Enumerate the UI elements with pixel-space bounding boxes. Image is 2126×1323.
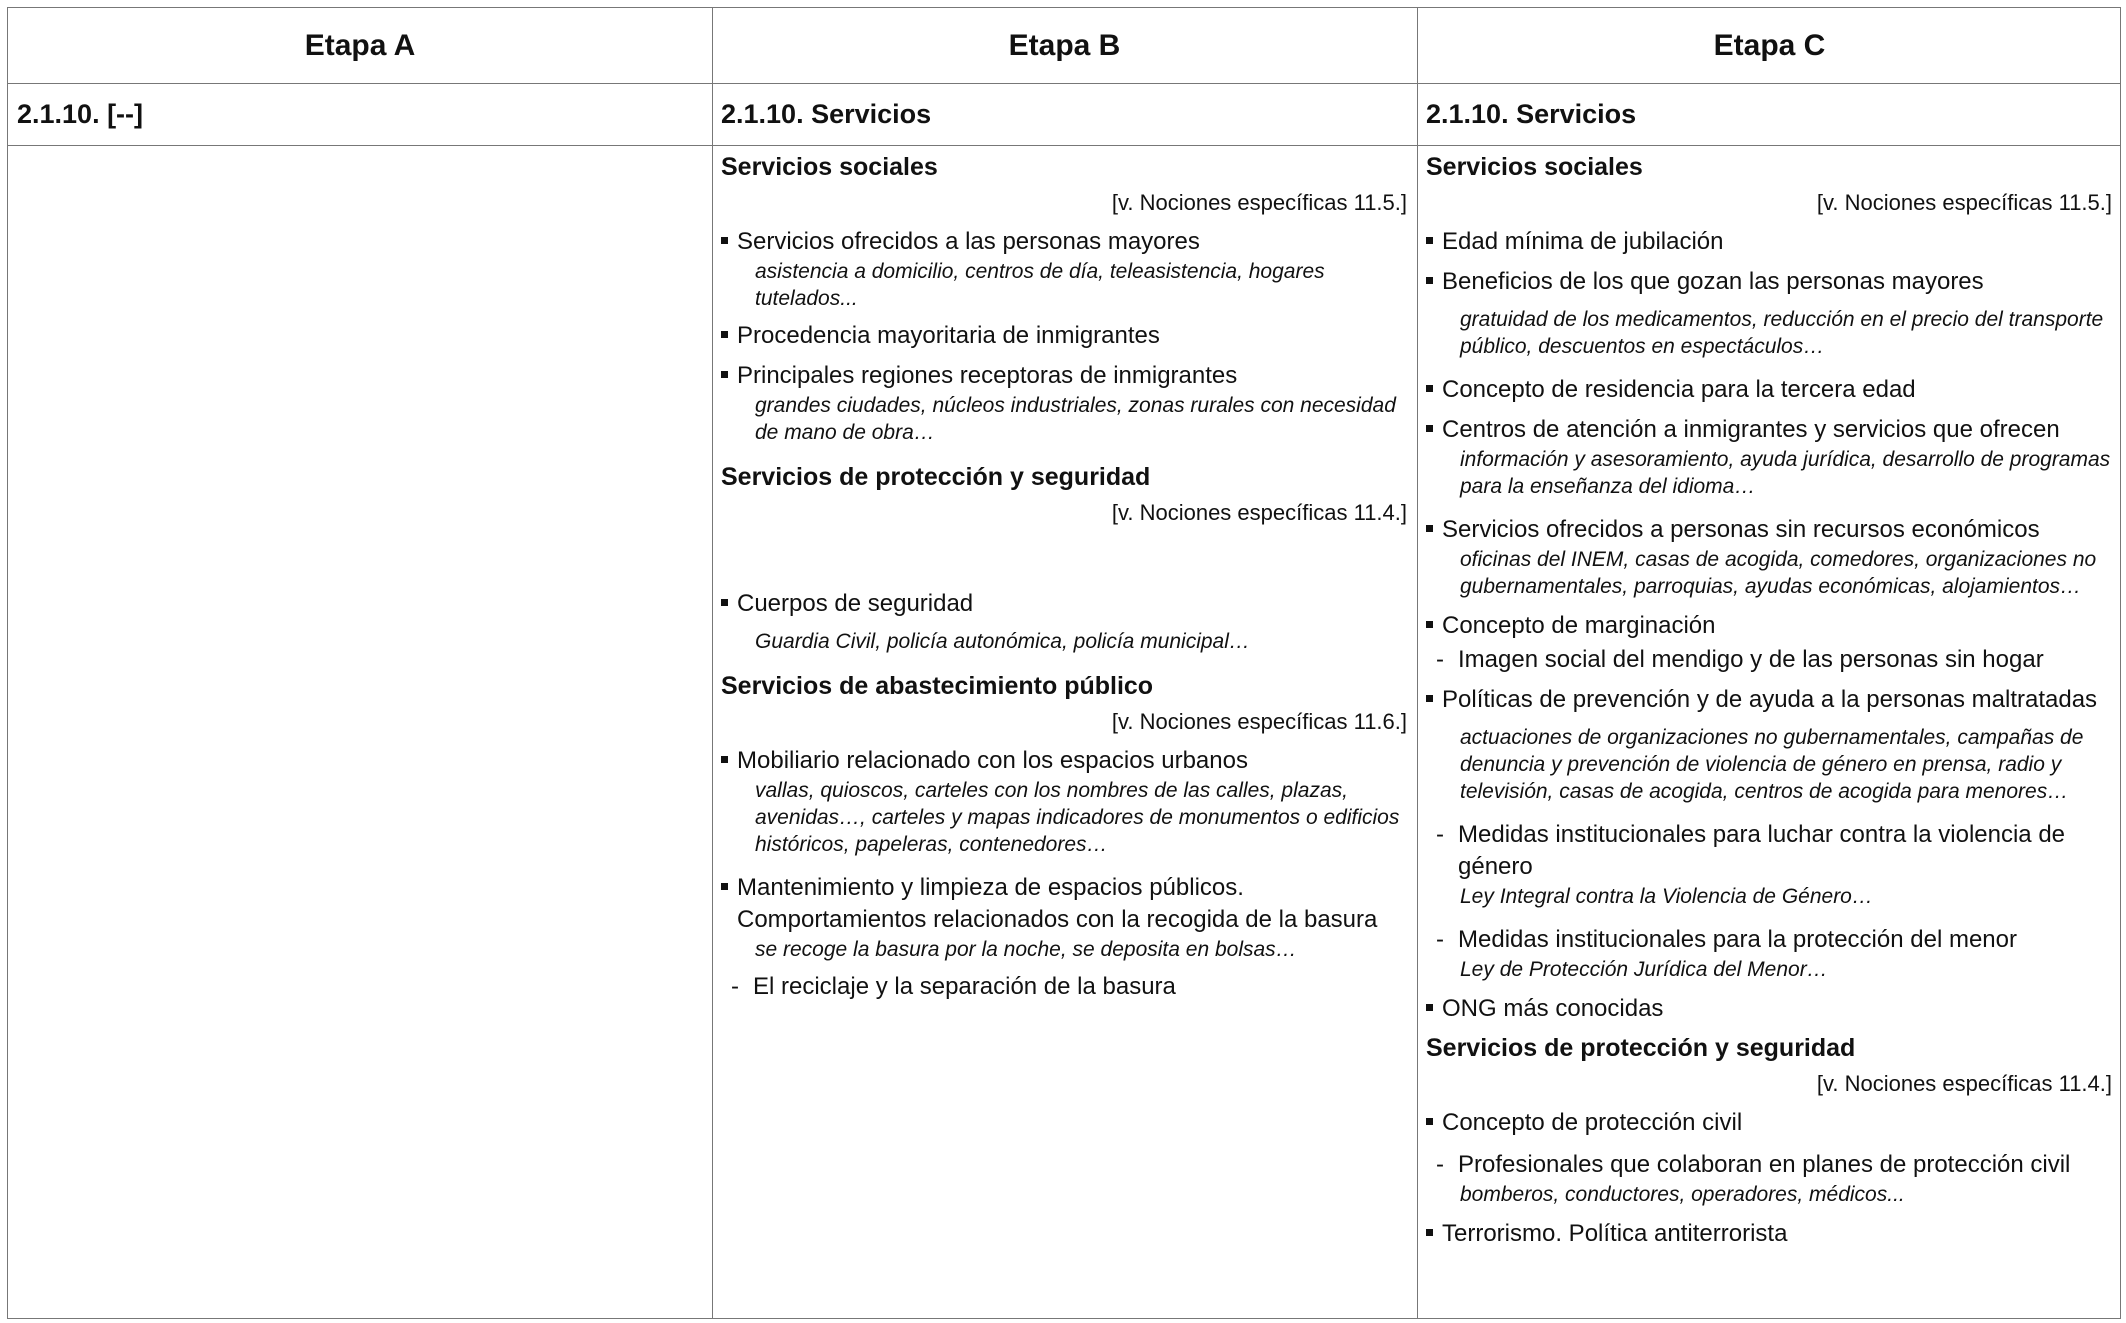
bullet-icon (721, 331, 728, 338)
bullet-icon (1426, 1004, 1433, 1011)
subheader-etapa-c: 2.1.10. Servicios (1426, 99, 1637, 129)
sub-item: - Medidas institucionales para luchar contra la violencia de género (1436, 821, 2066, 880)
reference-note: [v. Nociones específicas 11.4.] (1111, 500, 1407, 525)
bullet-icon (721, 883, 728, 890)
example-text: oficinas del INEM, casas de acogida, comedores, organizaciones no gubernamentales, parroquias, ayudas económicas, alojamientos… (1460, 548, 2097, 598)
bullet-icon (1426, 525, 1433, 532)
bullet-icon (1426, 695, 1433, 702)
example-text: información y asesoramiento, ayuda jurídica, desarrollo de programas para la enseñanza del idioma… (1460, 448, 2111, 498)
bullet-icon (721, 371, 728, 378)
list-item: Concepto de protección civil (1426, 1107, 2112, 1139)
list-item: Mobiliario relacionado con los espacios urbanos (721, 745, 1407, 777)
list-item: Concepto de marginación (1426, 610, 2112, 642)
list-item: Cuerpos de seguridad (721, 588, 1407, 620)
section-title: Servicios sociales (721, 153, 938, 181)
reference-note: [v. Nociones específicas 11.5.] (1816, 190, 2112, 215)
list-item: ONG más conocidas (1426, 993, 2112, 1025)
subheader-etapa-b: 2.1.10. Servicios (721, 99, 932, 129)
bullet-icon (1426, 621, 1433, 628)
example-text: Guardia Civil, policía autonómica, policía municipal… (755, 630, 1250, 653)
bullet-icon (1426, 425, 1433, 432)
dash-icon: - (1436, 821, 1444, 848)
dash-icon: - (731, 973, 739, 1000)
section-title: Servicios de protección y seguridad (1426, 1034, 1856, 1062)
header-etapa-a: Etapa A (304, 28, 416, 62)
bullet-icon (721, 599, 728, 606)
reference-note: [v. Nociones específicas 11.5.] (1111, 190, 1407, 215)
example-text: asistencia a domicilio, centros de día, teleasistencia, hogares tutelados... (755, 260, 1325, 310)
sub-item: - Profesionales que colaboran en planes de protección civil (1426, 1149, 2112, 1181)
section-title: Servicios de abastecimiento público (721, 672, 1154, 700)
list-item: Servicios ofrecidos a personas sin recursos económicos (1426, 514, 2112, 546)
example-text: se recoge la basura por la noche, se deposita en bolsas… (755, 938, 1297, 961)
list-item: Políticas de prevención y de ayuda a la personas maltratadas (1426, 684, 2112, 716)
list-item: Terrorismo. Política antiterrorista (1426, 1218, 2112, 1250)
section-title: Servicios sociales (1426, 153, 1643, 181)
dash-icon: - (1436, 646, 1444, 673)
header-etapa-b: Etapa B (1008, 28, 1121, 62)
example-text: Ley Integral contra la Violencia de Género… (1460, 885, 1873, 908)
column-divider (712, 8, 713, 1318)
example-text: vallas, quioscos, carteles con los nombres de las calles, plazas, avenidas…, carteles y mapas indicadores de monumentos o edificios históricos, papeleras, contenedores… (755, 779, 1400, 856)
list-item: Concepto de residencia para la tercera edad (1426, 374, 2112, 406)
dash-icon: - (1436, 926, 1444, 953)
sub-item: - Imagen social del mendigo y de las personas sin hogar (1426, 644, 2112, 676)
section-title: Servicios de protección y seguridad (721, 463, 1151, 491)
reference-note: [v. Nociones específicas 11.6.] (1111, 709, 1407, 734)
bullet-icon (1426, 385, 1433, 392)
bullet-icon (1426, 1229, 1433, 1236)
list-item: Edad mínima de jubilación (1426, 226, 2112, 258)
bullet-icon (721, 237, 728, 244)
list-item: Servicios ofrecidos a las personas mayores (721, 226, 1407, 258)
list-item: Centros de atención a inmigrantes y servicios que ofrecen (1426, 414, 2112, 446)
example-text: gratuidad de los medicamentos, reducción en el precio del transporte público, descuentos en espectáculos… (1460, 308, 2104, 358)
column-divider (1417, 8, 1418, 1318)
etapa-c-content (1426, 146, 2112, 1250)
list-item: Beneficios de los que gozan las personas mayores (1426, 266, 2112, 298)
example-text: Ley de Protección Jurídica del Menor… (1460, 958, 1828, 981)
header-etapa-c: Etapa C (1713, 28, 1826, 62)
reference-note: [v. Nociones específicas 11.4.] (1816, 1071, 2112, 1096)
bullet-icon (1426, 1118, 1433, 1125)
list-item: Procedencia mayoritaria de inmigrantes (721, 320, 1407, 352)
sub-item: - Medidas institucionales para la protección del menor (1426, 924, 2112, 956)
bullet-icon (1426, 277, 1433, 284)
list-item: Principales regiones receptoras de inmigrantes (721, 360, 1407, 392)
bullet-icon (721, 756, 728, 763)
dash-icon: - (1436, 1151, 1444, 1178)
sub-item: - El reciclaje y la separación de la basura (721, 971, 1407, 1003)
etapa-b-content (721, 146, 1407, 1003)
list-item: Mantenimiento y limpieza de espacios públicos. Comportamientos relacionados con la recogida de la basura (721, 872, 1407, 936)
bullet-icon (1426, 237, 1433, 244)
example-text: grandes ciudades, núcleos industriales, zonas rurales con necesidad de mano de obra… (755, 394, 1396, 444)
subheader-etapa-a: 2.1.10. [--] (17, 99, 144, 129)
example-text: actuaciones de organizaciones no gubernamentales, campañas de denuncia y prevención de violencia de género en prensa, radio y televisión, casas de acogida, centros de acogida para menores… (1460, 726, 2084, 803)
example-text: bomberos, conductores, operadores, médicos... (1460, 1183, 1905, 1206)
curriculum-table (7, 7, 2121, 1319)
